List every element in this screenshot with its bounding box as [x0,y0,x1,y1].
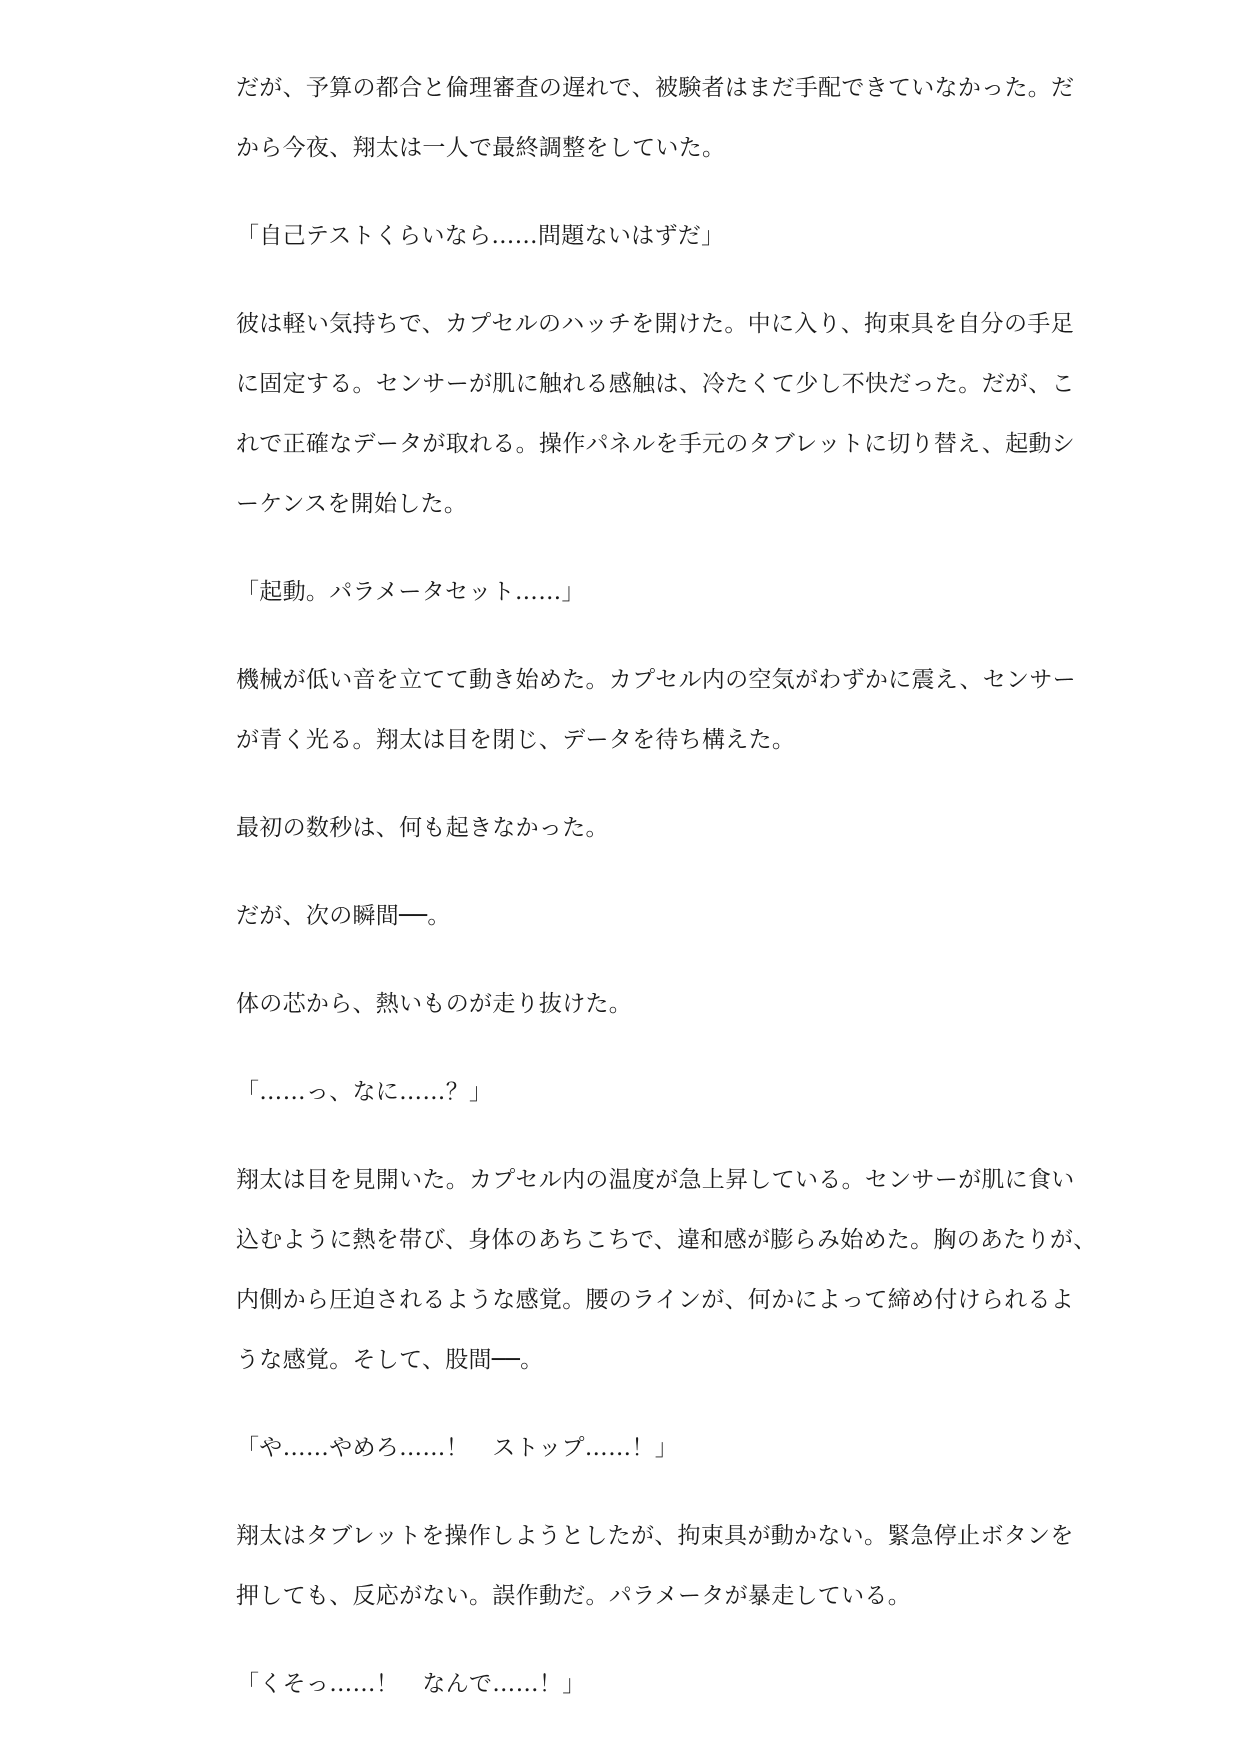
text-line: から今夜、翔太は一人で最終調整をしていた。 [236,135,726,161]
dialogue-paragraph [236,1418,1066,1478]
text-line: 「や……やめろ……！ ストップ……！」 [236,1435,679,1461]
paragraph [236,650,1076,770]
text-line: 内側から圧迫されるような感覚。腰のラインが、何かによって締め付けられるよ [236,1287,1075,1313]
dialogue-paragraph [236,206,1066,266]
text-line: 「自己テストくらいなら……問題ないはずだ」 [236,223,725,249]
text-line: が青く光る。翔太は目を閉じ、データを待ち構えた。 [236,727,796,753]
text-line: 込むように熱を帯び、身体のあちこちで、違和感が膨らみ始めた。胸のあたりが、 [236,1227,1097,1253]
text-line: れで正確なデータが取れる。操作パネルを手元のタブレットに切り替え、起動シ [236,431,1076,457]
text-line: ーケンスを開始した。 [236,491,468,517]
paragraph [236,58,1075,178]
text-line: 彼は軽い気持ちで、カプセルのハッチを開けた。中に入り、拘束具を自分の手足 [236,311,1074,337]
text-line: に固定する。センサーが肌に触れる感触は、冷たくて少し不快だった。だが、こ [236,371,1075,397]
paragraph [236,1150,1097,1390]
dialogue-paragraph [236,562,1066,622]
dialogue-paragraph [236,1062,1066,1122]
text-line: 翔太はタブレットを操作しようとしたが、拘束具が動かない。緊急停止ボタンを [236,1523,1074,1549]
text-line: 押しても、反応がない。誤作動だ。パラメータが暴走している。 [236,1583,912,1609]
dialogue-paragraph [236,1654,1066,1714]
text-line: 最初の数秒は、何も起きなかった。 [236,815,609,841]
text-line: だが、予算の都合と倫理審査の遅れで、被験者はまだ手配できていなかった。だ [236,75,1075,101]
paragraph [236,798,1066,858]
text-line: 機械が低い音を立てて動き始めた。カプセル内の空気がわずかに震え、センサー [236,667,1076,693]
paragraph [236,294,1076,534]
text-line: 「くそっ……！ なんで……！」 [236,1671,586,1697]
paragraph [236,974,1066,1034]
paragraph [236,1506,1074,1626]
paragraph [236,886,1066,946]
text-line: 「……っ、なに……？」 [236,1079,493,1105]
text-line: だが、次の瞬間──。 [236,903,451,929]
body-text [236,58,1097,1714]
text-line: うな感覚。そして、股間──。 [236,1347,544,1373]
text-line: 翔太は目を見開いた。カプセル内の温度が急上昇している。センサーが肌に食い [236,1167,1075,1193]
text-line: 体の芯から、熱いものが走り抜けた。 [236,991,633,1017]
text-line: 「起動。パラメータセット……」 [236,579,585,605]
